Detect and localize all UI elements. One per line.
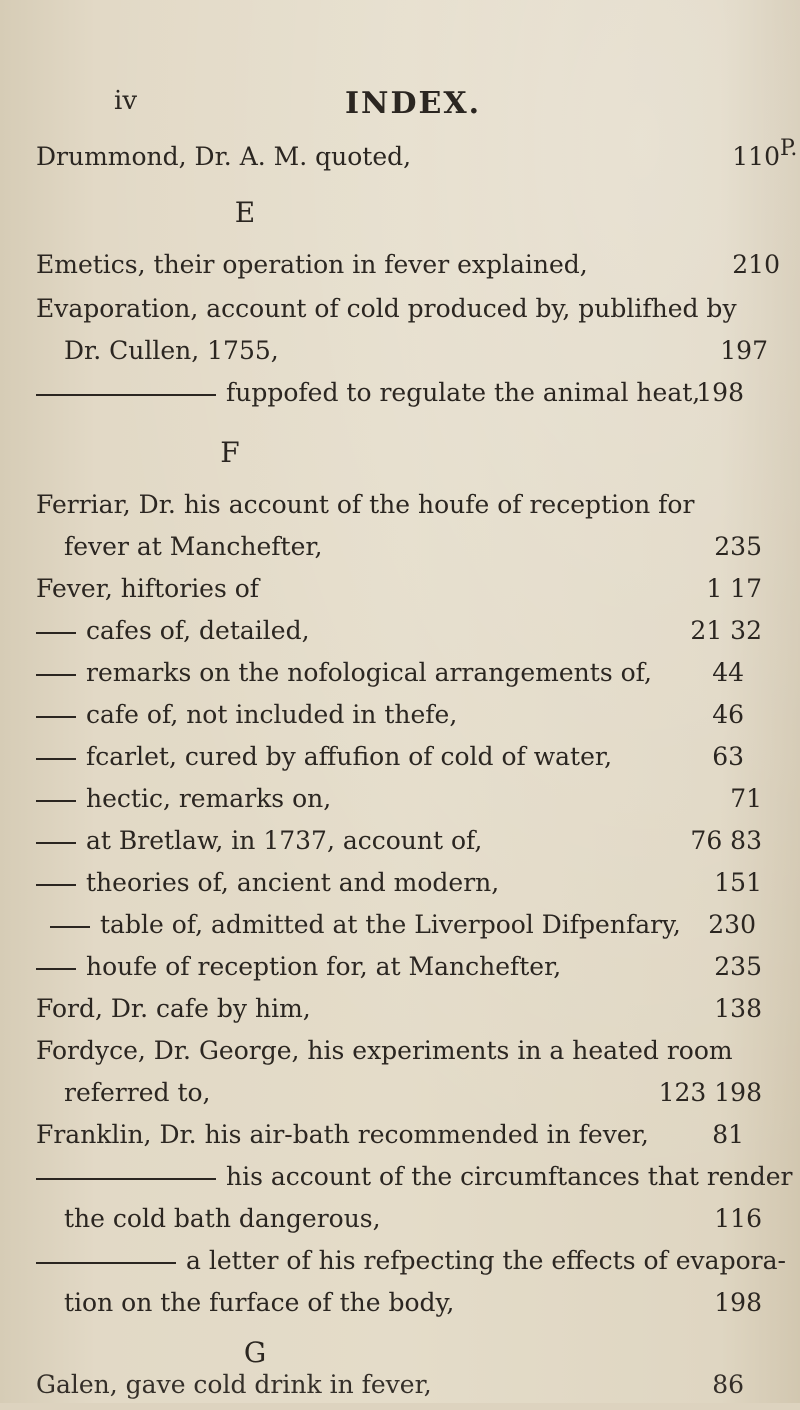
- ditto-dash: [36, 758, 76, 760]
- entry-text: Dr. Cullen, 1755,: [64, 336, 279, 365]
- entry-text: at Bretlaw, in 1737, account of,: [86, 826, 483, 855]
- entry-text: theories of, ancient and modern,: [86, 868, 500, 897]
- entry-text: fcarlet, cured by affufion of cold of water,: [86, 742, 613, 771]
- entry-page: 46: [712, 700, 744, 729]
- index-entry: [0, 952, 800, 992]
- entry-page: 138: [714, 994, 762, 1023]
- entry-page: 71: [730, 784, 762, 813]
- index-entry: [0, 910, 800, 950]
- entry-text: hectic, remarks on,: [86, 784, 332, 813]
- index-entry: [0, 1370, 800, 1410]
- index-entry: [0, 336, 800, 376]
- index-entry: [0, 574, 800, 614]
- index-entry: [0, 142, 800, 182]
- ditto-dash: [36, 1262, 176, 1264]
- entry-text: Fever, hiftories of: [36, 574, 260, 603]
- index-entry: [0, 1162, 800, 1202]
- ditto-dash: [36, 800, 76, 802]
- ditto-dash: [36, 884, 76, 886]
- ditto-dash: [36, 1178, 216, 1180]
- index-entry: [0, 742, 800, 782]
- entry-text: cafe of, not included in thefe,: [86, 700, 458, 729]
- index-entry: [0, 1078, 800, 1118]
- ditto-dash: [36, 842, 76, 844]
- page-number: iv: [114, 86, 138, 116]
- ditto-dash: [36, 632, 76, 634]
- entry-page: 198: [696, 378, 744, 407]
- entry-text: referred to,: [64, 1078, 211, 1107]
- index-entry: [0, 658, 800, 698]
- index-entry: [0, 490, 800, 530]
- entry-text: fuppofed to regulate the animal heat,: [226, 378, 701, 407]
- index-entry: [0, 378, 800, 418]
- entry-page: 86: [712, 1370, 744, 1399]
- index-entry: [0, 294, 800, 334]
- ditto-dash: [50, 926, 90, 928]
- entry-text: Franklin, Dr. his air-bath recommended in fever,: [36, 1120, 649, 1149]
- entry-text: table of, admitted at the Liverpool Difpenfary,: [100, 910, 681, 939]
- entry-text: Ferriar, Dr. his account of the houfe of reception for: [36, 490, 695, 519]
- entry-text: the cold bath dangerous,: [64, 1204, 381, 1233]
- page-title: INDEX.: [345, 86, 482, 121]
- entry-text: Ford, Dr. cafe by him,: [36, 994, 311, 1023]
- section-letter: F: [220, 436, 240, 469]
- index-entry: [0, 250, 800, 290]
- entry-page: 116: [714, 1204, 762, 1233]
- index-entry: [0, 1288, 800, 1328]
- entry-page: 123 198: [658, 1078, 762, 1107]
- ditto-dash: [36, 674, 76, 676]
- entry-page: 230: [708, 910, 756, 939]
- ditto-dash: [36, 968, 76, 970]
- entry-page: 110: [732, 142, 780, 171]
- entry-page: 1 17: [706, 574, 762, 603]
- entry-text: Fordyce, Dr. George, his experiments in a heated room: [36, 1036, 733, 1065]
- entry-text: houfe of reception for, at Manchefter,: [86, 952, 562, 981]
- entry-page: 198: [714, 1288, 762, 1317]
- entry-text: cafes of, detailed,: [86, 616, 310, 645]
- index-entry: [0, 868, 800, 908]
- index-entry: [0, 1120, 800, 1160]
- entry-text: Emetics, their operation in fever explained,: [36, 250, 588, 279]
- entry-page: 76 83: [690, 826, 762, 855]
- page-column-header: P.: [780, 136, 798, 161]
- entry-page: 63: [712, 742, 744, 771]
- entry-text: a letter of his refpecting the effects of evapora-: [186, 1246, 786, 1275]
- ditto-dash: [36, 716, 76, 718]
- entry-page: 151: [714, 868, 762, 897]
- section-letter: G: [243, 1336, 267, 1369]
- entry-text: Drummond, Dr. A. M. quoted,: [36, 142, 412, 171]
- entry-text: tion on the furface of the body,: [64, 1288, 455, 1317]
- ditto-dash: [36, 394, 216, 396]
- index-entry: [0, 616, 800, 656]
- index-entry: [0, 1246, 800, 1286]
- index-entry: [0, 784, 800, 824]
- entry-page: 235: [714, 532, 762, 561]
- entry-page: 21 32: [690, 616, 762, 645]
- index-entry: [0, 1036, 800, 1076]
- entry-page: 210: [732, 250, 780, 279]
- entry-page: 44: [712, 658, 744, 687]
- section-letter: E: [234, 196, 256, 229]
- index-entry: [0, 700, 800, 740]
- entry-page: 81: [712, 1120, 744, 1149]
- index-entry: [0, 826, 800, 866]
- entry-text: fever at Manchefter,: [64, 532, 323, 561]
- entry-text: Galen, gave cold drink in fever,: [36, 1370, 432, 1399]
- index-entry: [0, 994, 800, 1034]
- entry-text: Evaporation, account of cold produced by, publifhed by: [36, 294, 737, 323]
- entry-page: 235: [714, 952, 762, 981]
- entry-page: 197: [720, 336, 768, 365]
- entry-text: remarks on the nofological arrangements of,: [86, 658, 652, 687]
- index-entry: [0, 532, 800, 572]
- entry-text: his account of the circumftances that render: [226, 1162, 793, 1191]
- index-entry: [0, 1204, 800, 1244]
